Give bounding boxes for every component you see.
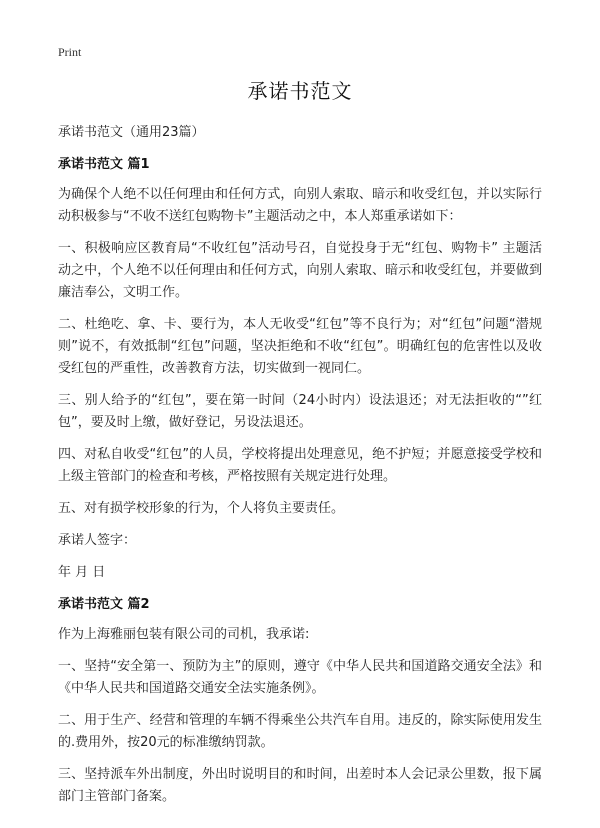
document-subtitle: 承诺书范文（通用23篇） xyxy=(58,125,205,140)
date-line: 年 月 日 xyxy=(58,565,106,580)
section-1 xyxy=(58,154,542,584)
paragraph: 二、用于生产、经营和管理的车辆不得乘坐公共汽车自用。违反的，除实际使用发生的.费用外，按20元的标准缴纳罚款。 xyxy=(58,713,542,750)
section-heading: 承诺书范文 篇2 xyxy=(58,597,150,612)
signature-line: 承诺人签字： xyxy=(58,533,137,548)
paragraph: 四、对私自收受“红包”的人员，学校将提出处理意见，绝不护短；并愿意接受学校和上级主管部门的检查和考核，严格按照有关规定进行处理。 xyxy=(58,447,542,484)
paragraph: 五、对有损学校形象的行为，个人将负主要责任。 xyxy=(58,501,345,516)
paragraph: 一、坚持“安全第一、预防为主”的原则，遵守《中华人民共和国道路交通安全法》和《中华人民共和国道路交通安全法实施条例》。 xyxy=(58,659,542,696)
section-heading: 承诺书范文 篇1 xyxy=(58,157,150,172)
section-2 xyxy=(58,594,542,808)
print-link[interactable]: Print xyxy=(58,45,82,59)
paragraph: 二、杜绝吃、拿、卡、要行为，本人无收受“红包”等不良行为；对“红包”问题“潜规则”说不，有效抵制“红包”问题，坚决拒绝和不收“红包”。明确红包的危害性以及收受红包的严重性，改善教育方法，切实做到一视同仁。 xyxy=(58,317,542,376)
paragraph: 三、坚持派车外出制度，外出时说明目的和时间，出差时本人会记录公里数，报下属部门主管部门备案。 xyxy=(58,767,542,804)
paragraph: 三、别人给予的“红包”，要在第一时间（24小时内）设法退还；对无法拒收的“”红包”，要及时上缴，做好登记，另设法退还。 xyxy=(58,393,542,430)
paragraph: 为确保个人绝不以任何理由和任何方式，向别人索取、暗示和收受红包，并以实际行动积极参与“不收不送红包购物卡”主题活动之中，本人郑重承诺如下： xyxy=(58,187,542,224)
paragraph: 作为上海雅丽包装有限公司的司机，我承诺: xyxy=(58,627,310,642)
document-title: 承诺书范文 xyxy=(247,79,353,103)
paragraph: 一、积极响应区教育局“不收红包”活动号召，自觉投身于无“红包、购物卡” 主题活动之中，个人绝不以任何理由和任何方式，向别人索取、暗示和收受红包，并要做到廉洁奉公，文明工作。 xyxy=(58,241,542,300)
